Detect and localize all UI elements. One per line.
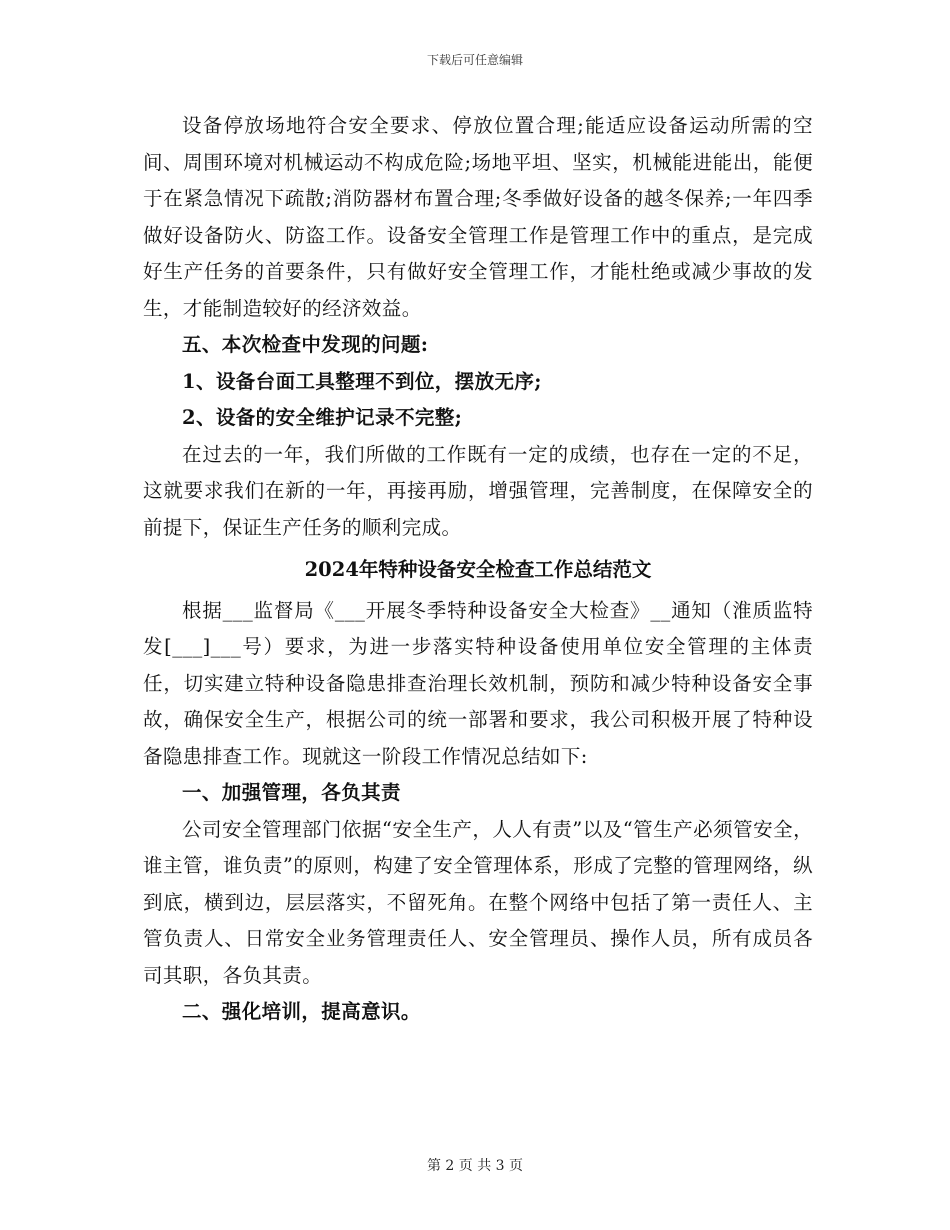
- page-footer: 第 2 页 共 3 页: [426, 1158, 524, 1174]
- paragraph-intro: 根据___监督局《___开展冬季特种设备安全大检查》__通知（淮质监特发[___]___号）要求，为进一步落实特种设备使用单位安全管理的主体责任，切实建立特种设备隐患排查治理长效机制，预防和减少特种设备安全事故，确保安全生产，根据公司的统一部署和要求，我公司积极开展了特种设备隐患排查工作。现就这一阶段工作情况总结如下:: [143, 598, 813, 768]
- heading-section-2: 二、强化培训，提高意识。: [182, 1000, 421, 1023]
- heading-problems-found: 五、本次检查中发现的问题:: [182, 333, 429, 356]
- document-body: [143, 108, 813, 1031]
- paragraph-past-year: 在过去的一年，我们所做的工作既有一定的成绩，也存在一定的不足，这就要求我们在新的一年，再接再励，增强管理，完善制度，在保障安全的前提下，保证生产任务的顺利完成。: [143, 442, 813, 539]
- problem-item-1: 1、设备台面工具整理不到位，摆放无序;: [182, 369, 542, 393]
- page-header: 下载后可任意编辑: [426, 53, 523, 67]
- document-title: 2024年特种设备安全检查工作总结范文: [304, 558, 652, 581]
- heading-section-1: 一、加强管理，各负其责: [182, 781, 401, 804]
- problem-item-2: 2、设备的安全维护记录不完整;: [182, 406, 463, 429]
- paragraph-section-1: 公司安全管理部门依据“安全生产，人人有责”以及“管生产必须管安全，谁主管，谁负责”的原则，构建了安全管理体系，形成了完整的管理网络，纵到底，横到边，层层落实，不留死角。在整个网络中包括了第一责任人、主管负责人、日常安全业务管理责任人、安全管理员、操作人员，所有成员各司其职，各负其责。: [143, 817, 813, 987]
- paragraph-equipment-parking: 设备停放场地符合安全要求、停放位置合理;能适应设备运动所需的空间、周围环境对机械运动不构成危险;场地平坦、坚实，机械能进能出，能便于在紧急情况下疏散;消防器材布置合理;冬季做好设备的越冬保养;一年四季做好设备防火、防盗工作。设备安全管理工作是管理工作中的重点，是完成好生产任务的首要条件，只有做好安全管理工作，才能杜绝或减少事故的发生，才能制造较好的经济效益。: [143, 114, 813, 320]
